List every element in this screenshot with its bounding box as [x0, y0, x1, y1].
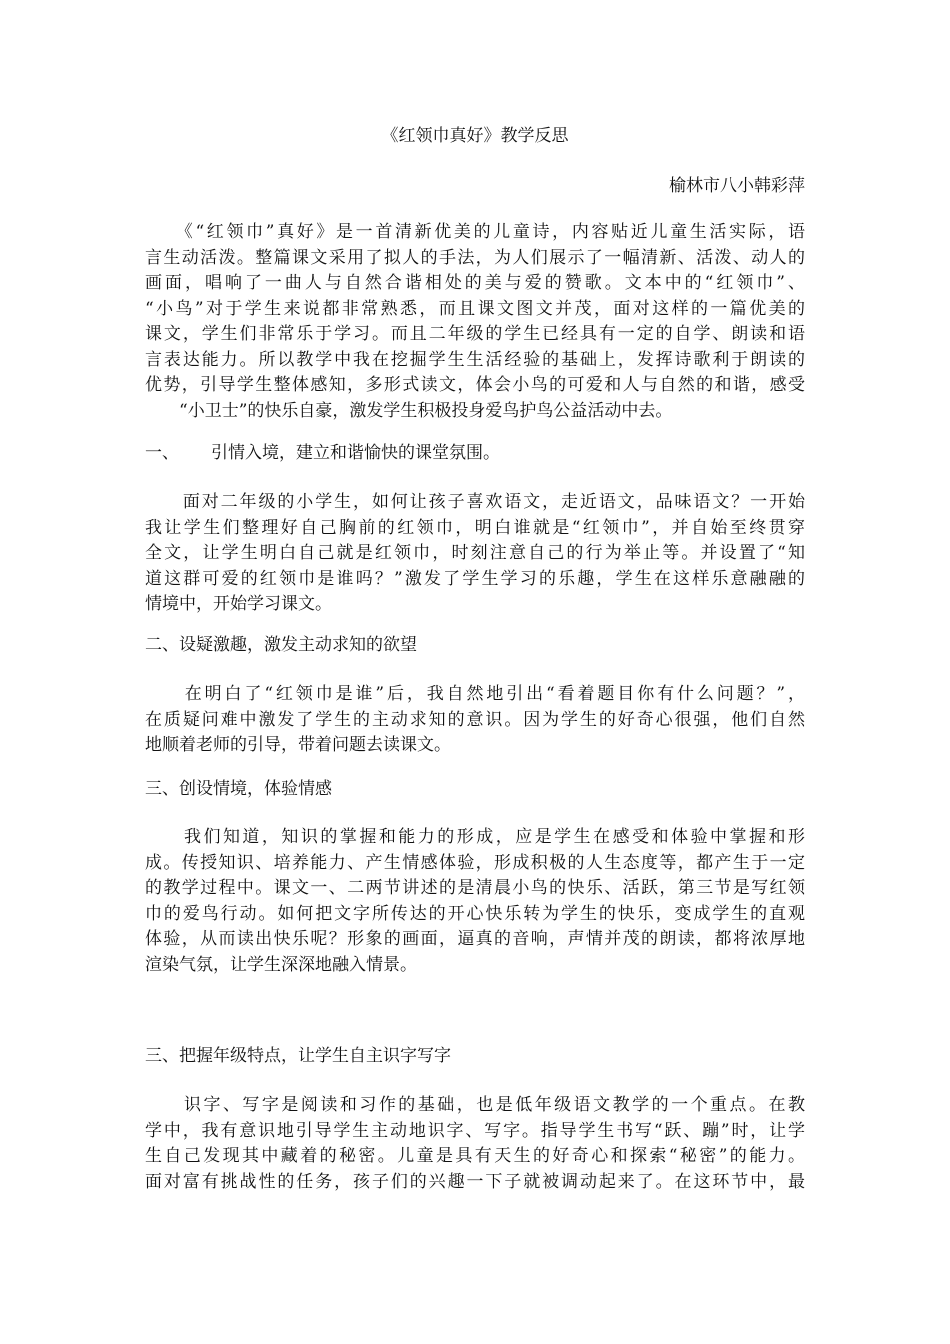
paragraph-line: 画面，唱响了一曲人与自然合谐相处的美与爱的赞歌。文本中的“红领巾”、 [145, 273, 805, 293]
paragraph-line: 我们知道，知识的掌握和能力的形成，应是学生在感受和体验中掌握和形 [145, 827, 805, 847]
paragraph-line: 地顺着老师的引导，带着问题去读课文。 [145, 735, 451, 755]
paragraph-line: 言生动活泼。整篇课文采用了拟人的手法，为人们展示了一幅清新、活泼、动人的 [145, 247, 805, 268]
section-paragraph [145, 825, 805, 978]
paragraph-line: 面对富有挑战性的任务，孩子们的兴趣一下子就被调动起来了。在这环节中，最 [145, 1171, 805, 1192]
section-heading-text: 引情入境，建立和谐愉快的课堂氛围。 [211, 443, 500, 463]
paragraph-line: 《“红领巾”真好》是一首清新优美的儿童诗，内容贴近儿童生活实际，语 [145, 222, 805, 242]
paragraph-line: 在质疑问难中激发了学生的主动求知的意识。因为学生的好奇心很强，他们自然 [145, 709, 805, 730]
section-heading: 三、把握年级特点，让学生自主识字写字 [145, 1046, 451, 1066]
paragraph-line: 优势，引导学生整体感知，多形式读文，体会小鸟的可爱和人与自然的和谐，感受 [145, 375, 805, 395]
section-heading [145, 441, 805, 466]
paragraph-line: “小鸟”对于学生来说都非常熟悉，而且课文图文并茂，面对这样的一篇优美的 [145, 298, 805, 319]
paragraph-line: 巾的爱鸟行动。如何把文字所传达的开心快乐转为学生的快乐，变成学生的直观 [145, 903, 805, 924]
paragraph-line: 道这群可爱的红领巾是谁吗？”激发了学生学习的乐趣，学生在这样乐意融融的 [145, 568, 805, 589]
paragraph-line: 渲染气氛，让学生深深地融入情景。 [145, 954, 417, 975]
paragraph-line: 全文，让学生明白自己就是红领巾，时刻注意自己的行为举止等。并设置了“知 [145, 543, 805, 563]
section-paragraph [145, 682, 805, 759]
paragraph-line: 识字、写字是阅读和习作的基础，也是低年级语文教学的一个重点。在教 [145, 1095, 805, 1115]
paragraph-line: 在明白了“红领巾是谁”后，我自然地引出“看着题目你有什么问题？”， [145, 684, 805, 704]
intro-paragraph [145, 220, 805, 424]
document-title: 《红领巾真好》教学反思 [381, 126, 569, 146]
paragraph-line: 言表达能力。所以教学中我在挖掘学生生活经验的基础上，发挥诗歌利于朗读的 [145, 349, 805, 370]
paragraph-line: “小卫士”的快乐自豪，激发学生积极投身爱鸟护鸟公益活动中去。 [145, 400, 673, 421]
paragraph-line: 生自己发现其中藏着的秘密。儿童是具有天生的好奇心和探索“秘密”的能力。 [145, 1146, 805, 1166]
section-paragraph [145, 1093, 805, 1195]
section-heading: 二、设疑激趣，激发主动求知的欲望 [145, 635, 417, 655]
document-author: 榆林市八小韩彩萍 [669, 176, 805, 196]
paragraph-line: 面对二年级的小学生，如何让孩子喜欢语文，走近语文，品味语文？一开始 [145, 492, 805, 512]
section-paragraph [145, 490, 805, 618]
paragraph-line: 情境中，开始学习课文。 [145, 594, 332, 614]
paragraph-line: 的教学过程中。课文一、二两节讲述的是清晨小鸟的快乐、活跃，第三节是写红领 [145, 878, 805, 898]
section-number: 一、 [145, 443, 179, 463]
paragraph-line: 学中，我有意识地引导学生主动地识字、写字。指导学生书写“跃、蹦”时，让学 [145, 1120, 805, 1141]
paragraph-line: 我让学生们整理好自己胸前的红领巾，明白谁就是“红领巾”，并自始至终贯穿 [145, 517, 805, 538]
paragraph-line: 成。传授知识、培养能力、产生情感体验，形成积极的人生态度等，都产生于一定 [145, 852, 805, 873]
section-heading: 三、创设情境，体验情感 [145, 779, 332, 799]
paragraph-line: 课文，学生们非常乐于学习。而且二年级的学生已经具有一定的自学、朗读和语 [145, 324, 805, 344]
paragraph-line: 体验，从而读出快乐呢？形象的画面，逼真的音响，声情并茂的朗读，都将浓厚地 [145, 929, 805, 949]
document-page [145, 0, 805, 1344]
